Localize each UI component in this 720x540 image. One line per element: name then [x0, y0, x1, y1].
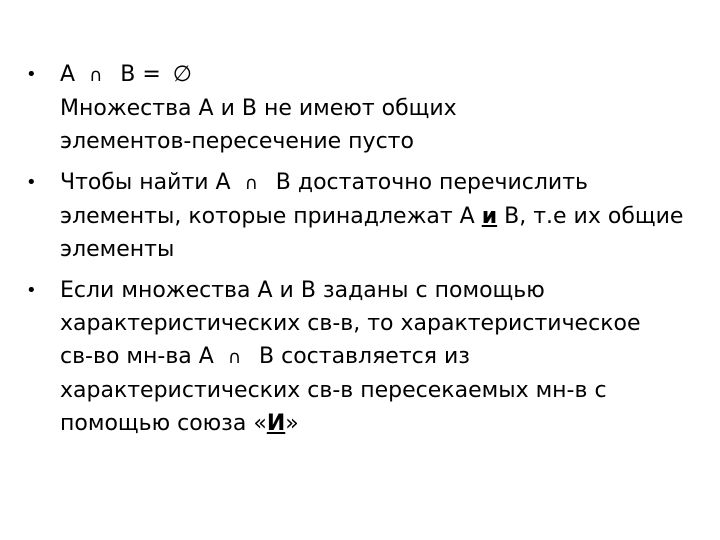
intersection-symbol: ∩	[227, 347, 242, 368]
text-fragment: Чтобы найти А	[60, 170, 231, 195]
text-fragment: помощью союза «	[60, 411, 267, 436]
text-line	[60, 166, 694, 200]
text-line: элементы	[60, 237, 175, 262]
emphasis-and: и	[481, 204, 498, 229]
bullet-marker: •	[26, 64, 37, 85]
text-line: элементов-пересечение пусто	[60, 129, 414, 154]
text-line	[60, 407, 694, 440]
emphasis-and-uppercase: И	[266, 411, 286, 436]
text-fragment: В достаточно перечислить	[275, 170, 589, 195]
text-line	[60, 340, 694, 374]
set-a-label: A	[60, 62, 76, 87]
bullet-marker: •	[26, 172, 37, 193]
text-line	[60, 200, 694, 233]
text-line: Если множества А и В заданы с помощью	[60, 278, 545, 303]
text-fragment: »	[285, 411, 299, 436]
bullet-item-empty-intersection	[24, 58, 694, 158]
bullet-marker: •	[26, 280, 37, 301]
bullet-item-characteristic-property	[24, 274, 694, 440]
text-fragment: В составляется из	[259, 344, 470, 369]
text-fragment: В, т.е их общие	[497, 204, 684, 229]
intersection-symbol: ∩	[89, 65, 103, 86]
empty-set-symbol: ∅	[172, 62, 192, 87]
text-fragment: св-во мн-ва А	[60, 344, 214, 369]
bullet-list	[24, 58, 694, 448]
text-line: характеристических св-в пересекаемых мн-в с	[60, 378, 607, 403]
text-fragment: элементы, которые принадлежат А	[60, 204, 482, 229]
intersection-symbol: ∩	[244, 173, 258, 194]
text-line: Множества А и В не имеют общих	[60, 96, 457, 121]
set-b-equals-label: B =	[120, 62, 161, 87]
bullet-item-find-intersection	[24, 166, 694, 266]
text-line: характеристических св-в, то характеристическое	[60, 311, 641, 336]
formula-line	[60, 58, 694, 92]
